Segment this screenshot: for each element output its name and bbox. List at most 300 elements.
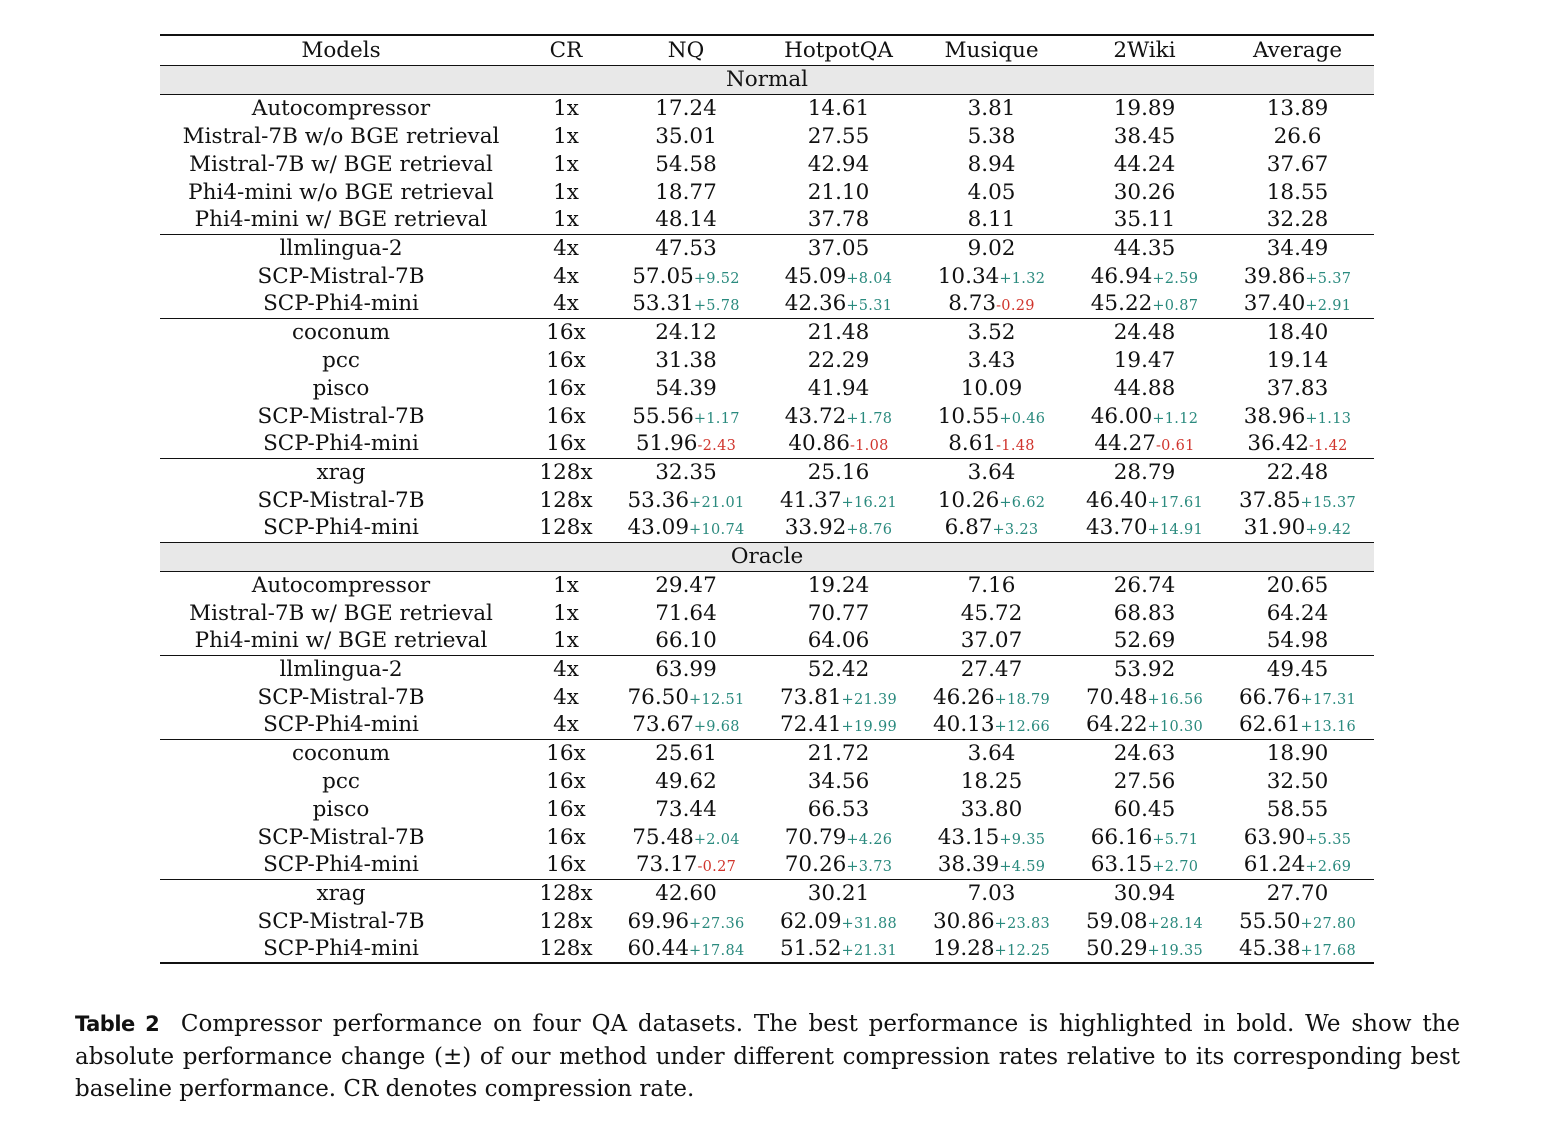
score-delta: +3.73 bbox=[846, 859, 893, 876]
model-name-cell: SCP-Mistral-7B bbox=[257, 487, 425, 513]
score-cell bbox=[915, 94, 1068, 122]
score-cell bbox=[762, 234, 915, 262]
score-cell bbox=[915, 767, 1068, 795]
score-value: 38.39 bbox=[937, 852, 1000, 878]
table-row bbox=[160, 514, 1374, 542]
score-value: 40.13 bbox=[932, 712, 995, 738]
score-value: 43.09 bbox=[627, 515, 690, 541]
score-cell bbox=[915, 879, 1068, 907]
score-cell bbox=[610, 571, 762, 599]
score-value: 37.05 bbox=[807, 235, 870, 261]
score-value: 30.26 bbox=[1113, 179, 1176, 205]
score-cell bbox=[915, 346, 1068, 374]
compression-rate-cell: 128x bbox=[522, 458, 610, 486]
score-cell bbox=[915, 823, 1068, 851]
table-body bbox=[160, 65, 1374, 963]
score-value: 37.67 bbox=[1266, 151, 1329, 177]
score-value: 52.69 bbox=[1113, 628, 1176, 654]
compression-rate-cell: 1x bbox=[553, 151, 579, 177]
score-delta: +1.17 bbox=[693, 410, 740, 427]
compression-rate-cell: 1x bbox=[553, 207, 579, 233]
score-cell bbox=[610, 683, 762, 711]
score-value: 45.72 bbox=[960, 600, 1023, 626]
table-caption bbox=[75, 1008, 1460, 1106]
score-value: 64.06 bbox=[807, 628, 870, 654]
score-cell bbox=[1221, 795, 1374, 823]
table-row bbox=[160, 823, 1374, 851]
score-cell bbox=[915, 290, 1068, 318]
score-cell bbox=[1068, 234, 1221, 262]
score-cell bbox=[915, 514, 1068, 542]
score-cell bbox=[1068, 150, 1221, 178]
model-name-cell: xrag bbox=[160, 879, 522, 907]
score-value: 53.92 bbox=[1113, 656, 1176, 682]
score-value: 36.42 bbox=[1247, 431, 1309, 457]
table-row bbox=[160, 599, 1374, 627]
score-cell bbox=[610, 599, 762, 627]
score-value: 21.10 bbox=[807, 179, 870, 205]
score-value: 45.38 bbox=[1238, 936, 1301, 961]
model-name-cell: SCP-Phi4-mini bbox=[263, 852, 419, 878]
compression-rate-cell: 1x bbox=[553, 179, 579, 205]
score-cell bbox=[762, 655, 915, 683]
score-value: 32.28 bbox=[1266, 207, 1329, 233]
compression-rate-cell: 4x bbox=[522, 234, 610, 262]
compression-rate-cell: 16x bbox=[546, 403, 586, 429]
score-value: 57.05 bbox=[632, 263, 694, 289]
score-cell bbox=[1221, 234, 1374, 262]
table-row bbox=[160, 907, 1374, 935]
score-cell bbox=[915, 486, 1068, 514]
score-value: 66.76 bbox=[1238, 684, 1301, 710]
score-cell bbox=[1068, 851, 1221, 879]
score-cell bbox=[915, 318, 1068, 346]
compression-rate-cell: 16x bbox=[546, 852, 586, 878]
score-cell bbox=[1068, 94, 1221, 122]
table-row bbox=[160, 346, 1374, 374]
score-value: 22.29 bbox=[807, 347, 870, 373]
table-row bbox=[160, 402, 1374, 430]
score-cell bbox=[1221, 907, 1374, 935]
score-value: 3.64 bbox=[967, 459, 1016, 485]
score-value: 53.36 bbox=[627, 487, 690, 513]
caption-label: Table 2 bbox=[75, 1012, 160, 1036]
score-value: 63.15 bbox=[1090, 852, 1153, 878]
score-delta: +1.12 bbox=[1152, 410, 1199, 427]
score-value: 10.09 bbox=[960, 375, 1023, 401]
score-cell bbox=[915, 655, 1068, 683]
model-name-cell: SCP-Phi4-mini bbox=[263, 431, 419, 457]
score-delta: +4.59 bbox=[999, 859, 1046, 876]
score-value: 53.31 bbox=[632, 291, 694, 317]
section-header-row bbox=[160, 542, 1374, 571]
score-value: 45.09 bbox=[784, 263, 847, 289]
score-value: 54.39 bbox=[655, 375, 717, 401]
score-value: 44.88 bbox=[1113, 375, 1176, 401]
table-row bbox=[160, 374, 1374, 402]
score-value: 37.40 bbox=[1243, 291, 1306, 317]
score-cell bbox=[1068, 879, 1221, 907]
header-cr: CR bbox=[522, 35, 610, 65]
score-cell bbox=[762, 683, 915, 711]
table-row bbox=[160, 290, 1374, 318]
score-value: 32.35 bbox=[655, 459, 717, 485]
score-delta: +3.23 bbox=[992, 522, 1039, 539]
score-cell bbox=[610, 627, 762, 655]
score-cell bbox=[915, 739, 1068, 767]
score-cell bbox=[610, 122, 762, 150]
score-delta: +8.76 bbox=[846, 522, 893, 539]
score-cell bbox=[915, 711, 1068, 739]
compression-rate-cell: 16x bbox=[522, 318, 610, 346]
score-delta: +17.61 bbox=[1147, 494, 1204, 511]
score-value: 35.01 bbox=[655, 123, 717, 149]
score-cell bbox=[610, 767, 762, 795]
score-value: 19.47 bbox=[1113, 347, 1176, 373]
model-name-cell: SCP-Phi4-mini bbox=[263, 515, 419, 541]
score-value: 19.89 bbox=[1113, 95, 1176, 121]
score-cell bbox=[915, 599, 1068, 627]
score-cell bbox=[1068, 655, 1221, 683]
score-value: 35.11 bbox=[1113, 207, 1176, 233]
score-delta: +2.04 bbox=[693, 831, 740, 848]
table-row bbox=[160, 879, 1374, 907]
score-delta: +5.78 bbox=[693, 298, 740, 315]
score-delta: +28.14 bbox=[1147, 915, 1204, 932]
score-value: 31.38 bbox=[655, 347, 717, 373]
score-cell bbox=[1221, 486, 1374, 514]
score-cell bbox=[915, 206, 1068, 234]
score-cell bbox=[1221, 739, 1374, 767]
score-cell bbox=[762, 94, 915, 122]
score-cell bbox=[1068, 290, 1221, 318]
score-cell bbox=[1221, 290, 1374, 318]
model-name-cell: SCP-Phi4-mini bbox=[263, 291, 419, 317]
score-cell bbox=[610, 402, 762, 430]
score-cell bbox=[762, 739, 915, 767]
score-value: 44.27 bbox=[1094, 431, 1156, 457]
score-value: 37.85 bbox=[1238, 487, 1301, 513]
score-cell bbox=[610, 879, 762, 907]
model-name-cell: pcc bbox=[322, 347, 360, 373]
score-value: 73.44 bbox=[655, 796, 717, 822]
compression-rate-cell: 1x bbox=[553, 95, 579, 121]
score-value: 7.16 bbox=[967, 572, 1016, 598]
model-name-cell: Phi4-mini w/ BGE retrieval bbox=[194, 207, 488, 233]
score-value: 66.16 bbox=[1090, 824, 1153, 850]
score-value: 76.50 bbox=[627, 684, 690, 710]
score-value: 42.60 bbox=[655, 880, 717, 906]
score-cell bbox=[1068, 122, 1221, 150]
score-value: 18.55 bbox=[1266, 179, 1329, 205]
header-average: Average bbox=[1221, 35, 1374, 65]
score-cell bbox=[762, 262, 915, 290]
score-value: 55.50 bbox=[1238, 908, 1301, 934]
score-delta: +13.16 bbox=[1300, 719, 1357, 736]
score-value: 52.42 bbox=[807, 656, 870, 682]
model-name-cell: pcc bbox=[322, 768, 360, 794]
score-delta: +2.59 bbox=[1152, 270, 1199, 287]
score-value: 61.24 bbox=[1243, 852, 1306, 878]
score-value: 26.74 bbox=[1113, 572, 1176, 598]
compression-rate-cell: 16x bbox=[546, 796, 586, 822]
score-value: 34.49 bbox=[1266, 235, 1329, 261]
score-value: 42.36 bbox=[784, 291, 847, 317]
score-cell bbox=[610, 711, 762, 739]
score-value: 62.61 bbox=[1238, 712, 1301, 738]
score-delta: +10.74 bbox=[689, 522, 745, 539]
score-delta: +5.31 bbox=[846, 298, 893, 315]
header-2wiki: 2Wiki bbox=[1068, 35, 1221, 65]
score-cell bbox=[1068, 374, 1221, 402]
score-cell bbox=[1221, 879, 1374, 907]
compression-rate-cell: 1x bbox=[553, 600, 579, 626]
score-delta: +12.25 bbox=[994, 943, 1051, 959]
compression-rate-cell: 128x bbox=[539, 487, 593, 513]
score-value: 10.26 bbox=[937, 487, 1000, 513]
score-value: 22.48 bbox=[1266, 459, 1329, 485]
model-name-cell: Mistral-7B w/ BGE retrieval bbox=[189, 151, 493, 177]
table-row bbox=[160, 683, 1374, 711]
score-value: 73.67 bbox=[632, 712, 694, 738]
score-cell bbox=[762, 486, 915, 514]
score-cell bbox=[1221, 599, 1374, 627]
header-musique: Musique bbox=[915, 35, 1068, 65]
score-value: 19.24 bbox=[807, 572, 870, 598]
score-cell bbox=[1221, 935, 1374, 963]
score-cell bbox=[762, 599, 915, 627]
score-delta: +9.35 bbox=[999, 831, 1046, 848]
score-delta: -2.43 bbox=[697, 438, 737, 455]
score-cell bbox=[1221, 374, 1374, 402]
table-row bbox=[160, 150, 1374, 178]
table-row bbox=[160, 430, 1374, 458]
score-cell bbox=[610, 795, 762, 823]
score-cell bbox=[1221, 851, 1374, 879]
score-cell bbox=[762, 150, 915, 178]
score-value: 19.14 bbox=[1266, 347, 1329, 373]
score-value: 70.48 bbox=[1085, 684, 1148, 710]
score-value: 70.79 bbox=[784, 824, 847, 850]
compression-rate-cell: 16x bbox=[546, 431, 586, 457]
score-delta: +2.69 bbox=[1305, 859, 1352, 876]
score-cell bbox=[1221, 122, 1374, 150]
score-value: 63.90 bbox=[1243, 824, 1306, 850]
score-cell bbox=[610, 823, 762, 851]
compression-rate-cell: 1x bbox=[553, 628, 579, 654]
score-value: 20.65 bbox=[1266, 572, 1329, 598]
score-cell bbox=[610, 346, 762, 374]
score-value: 8.73 bbox=[948, 291, 997, 317]
score-value: 24.12 bbox=[655, 319, 717, 345]
score-value: 8.94 bbox=[967, 151, 1016, 177]
model-name-cell: SCP-Phi4-mini bbox=[263, 712, 419, 738]
score-cell bbox=[762, 571, 915, 599]
table-row bbox=[160, 458, 1374, 486]
score-value: 21.48 bbox=[807, 319, 870, 345]
score-delta: +0.87 bbox=[1152, 298, 1199, 315]
score-cell bbox=[1068, 206, 1221, 234]
score-cell bbox=[915, 458, 1068, 486]
score-value: 18.77 bbox=[655, 179, 717, 205]
score-value: 30.21 bbox=[807, 880, 870, 906]
score-delta: +21.01 bbox=[689, 494, 745, 511]
score-value: 48.14 bbox=[655, 207, 717, 233]
table-row bbox=[160, 935, 1374, 963]
score-cell bbox=[762, 458, 915, 486]
model-name-cell: coconum bbox=[160, 318, 522, 346]
section-header-row bbox=[160, 65, 1374, 94]
score-value: 33.92 bbox=[784, 515, 847, 541]
score-delta: +12.66 bbox=[994, 719, 1051, 736]
score-cell bbox=[610, 458, 762, 486]
score-cell bbox=[1068, 907, 1221, 935]
score-value: 71.64 bbox=[655, 600, 717, 626]
table-row bbox=[160, 655, 1374, 683]
compression-rate-cell: 16x bbox=[546, 375, 586, 401]
score-value: 37.07 bbox=[960, 628, 1023, 654]
score-value: 30.94 bbox=[1113, 880, 1176, 906]
score-delta: +19.99 bbox=[841, 719, 898, 736]
score-cell bbox=[610, 374, 762, 402]
score-cell bbox=[762, 879, 915, 907]
score-value: 28.79 bbox=[1113, 459, 1176, 485]
score-value: 49.62 bbox=[655, 768, 717, 794]
score-cell bbox=[1221, 318, 1374, 346]
table-row bbox=[160, 122, 1374, 150]
score-cell bbox=[915, 795, 1068, 823]
score-value: 3.52 bbox=[967, 319, 1016, 345]
score-value: 43.72 bbox=[784, 403, 847, 429]
score-delta: +31.88 bbox=[841, 915, 898, 932]
score-delta: +21.39 bbox=[841, 691, 898, 708]
score-value: 51.96 bbox=[635, 431, 698, 457]
score-value: 24.48 bbox=[1113, 319, 1176, 345]
compression-rate-cell: 4x bbox=[553, 712, 579, 738]
compression-rate-cell: 16x bbox=[546, 824, 586, 850]
score-value: 7.03 bbox=[967, 880, 1016, 906]
score-cell bbox=[1068, 823, 1221, 851]
model-name-cell: xrag bbox=[160, 458, 522, 486]
score-value: 66.53 bbox=[807, 796, 870, 822]
score-delta: +17.68 bbox=[1300, 943, 1357, 959]
score-cell bbox=[1068, 767, 1221, 795]
score-value: 9.02 bbox=[967, 235, 1016, 261]
score-cell bbox=[915, 627, 1068, 655]
model-name-cell: llmlingua-2 bbox=[160, 234, 522, 262]
table-row bbox=[160, 739, 1374, 767]
score-value: 27.47 bbox=[960, 656, 1023, 682]
score-delta: +27.36 bbox=[689, 915, 745, 932]
score-cell bbox=[1068, 795, 1221, 823]
score-cell bbox=[762, 767, 915, 795]
score-value: 18.40 bbox=[1266, 319, 1329, 345]
score-cell bbox=[762, 122, 915, 150]
table-row bbox=[160, 206, 1374, 234]
model-name-cell: SCP-Phi4-mini bbox=[160, 935, 522, 963]
score-value: 70.77 bbox=[807, 600, 870, 626]
header-nq: NQ bbox=[610, 35, 762, 65]
score-value: 5.38 bbox=[967, 123, 1016, 149]
score-value: 10.55 bbox=[937, 403, 1000, 429]
score-value: 37.83 bbox=[1266, 375, 1329, 401]
table-row bbox=[160, 571, 1374, 599]
score-cell bbox=[762, 402, 915, 430]
score-value: 44.35 bbox=[1113, 235, 1176, 261]
score-value: 8.11 bbox=[967, 207, 1016, 233]
score-value: 64.22 bbox=[1085, 712, 1148, 738]
score-cell bbox=[1068, 739, 1221, 767]
score-value: 54.58 bbox=[655, 151, 717, 177]
score-cell bbox=[1068, 571, 1221, 599]
score-cell bbox=[762, 318, 915, 346]
table-row bbox=[160, 486, 1374, 514]
score-value: 51.52 bbox=[779, 936, 842, 961]
section-title: Oracle bbox=[160, 542, 1374, 571]
score-cell bbox=[762, 627, 915, 655]
score-cell bbox=[915, 234, 1068, 262]
model-name-cell: SCP-Mistral-7B bbox=[257, 824, 425, 850]
score-delta: +27.80 bbox=[1300, 915, 1357, 932]
score-value: 49.45 bbox=[1266, 656, 1329, 682]
score-cell bbox=[915, 150, 1068, 178]
score-cell bbox=[915, 907, 1068, 935]
score-cell bbox=[762, 290, 915, 318]
score-value: 59.08 bbox=[1085, 908, 1148, 934]
caption-text: Compressor performance on four QA datasets. The best performance is highlighted in bold. We show the absolute performance change (±) of our method under different compression rates relative to its corresponding best baseline performance. CR denotes compression rate. bbox=[75, 1011, 1461, 1102]
score-cell bbox=[1068, 711, 1221, 739]
score-cell bbox=[610, 430, 762, 458]
score-cell bbox=[610, 94, 762, 122]
score-value: 47.53 bbox=[655, 235, 717, 261]
score-cell bbox=[1221, 711, 1374, 739]
score-value: 3.43 bbox=[967, 347, 1016, 373]
score-cell bbox=[1221, 514, 1374, 542]
score-cell bbox=[610, 262, 762, 290]
score-cell bbox=[1221, 767, 1374, 795]
score-value: 19.28 bbox=[932, 936, 995, 961]
score-cell bbox=[610, 739, 762, 767]
table-row bbox=[160, 767, 1374, 795]
score-cell bbox=[1068, 402, 1221, 430]
score-cell bbox=[1221, 655, 1374, 683]
score-cell bbox=[1068, 178, 1221, 206]
model-name-cell: Autocompressor bbox=[251, 95, 431, 121]
model-name-cell: SCP-Mistral-7B bbox=[257, 403, 425, 429]
model-name-cell: SCP-Mistral-7B bbox=[257, 908, 425, 934]
score-value: 73.17 bbox=[635, 852, 698, 878]
score-delta: +5.37 bbox=[1305, 270, 1352, 287]
compression-rate-cell: 128x bbox=[539, 908, 593, 934]
score-value: 14.61 bbox=[807, 95, 870, 121]
score-value: 31.90 bbox=[1243, 515, 1306, 541]
score-cell bbox=[915, 851, 1068, 879]
score-cell bbox=[1068, 430, 1221, 458]
score-value: 21.72 bbox=[807, 740, 870, 766]
score-value: 3.81 bbox=[967, 95, 1016, 121]
score-value: 63.99 bbox=[655, 656, 717, 682]
score-cell bbox=[762, 711, 915, 739]
score-value: 69.96 bbox=[627, 908, 690, 934]
score-delta: +17.31 bbox=[1300, 691, 1357, 708]
score-cell bbox=[1221, 178, 1374, 206]
score-cell bbox=[762, 374, 915, 402]
score-value: 41.37 bbox=[779, 487, 842, 513]
score-value: 46.26 bbox=[932, 684, 995, 710]
score-delta: +17.84 bbox=[689, 943, 745, 959]
score-cell bbox=[762, 823, 915, 851]
compression-rate-cell: 4x bbox=[553, 684, 579, 710]
